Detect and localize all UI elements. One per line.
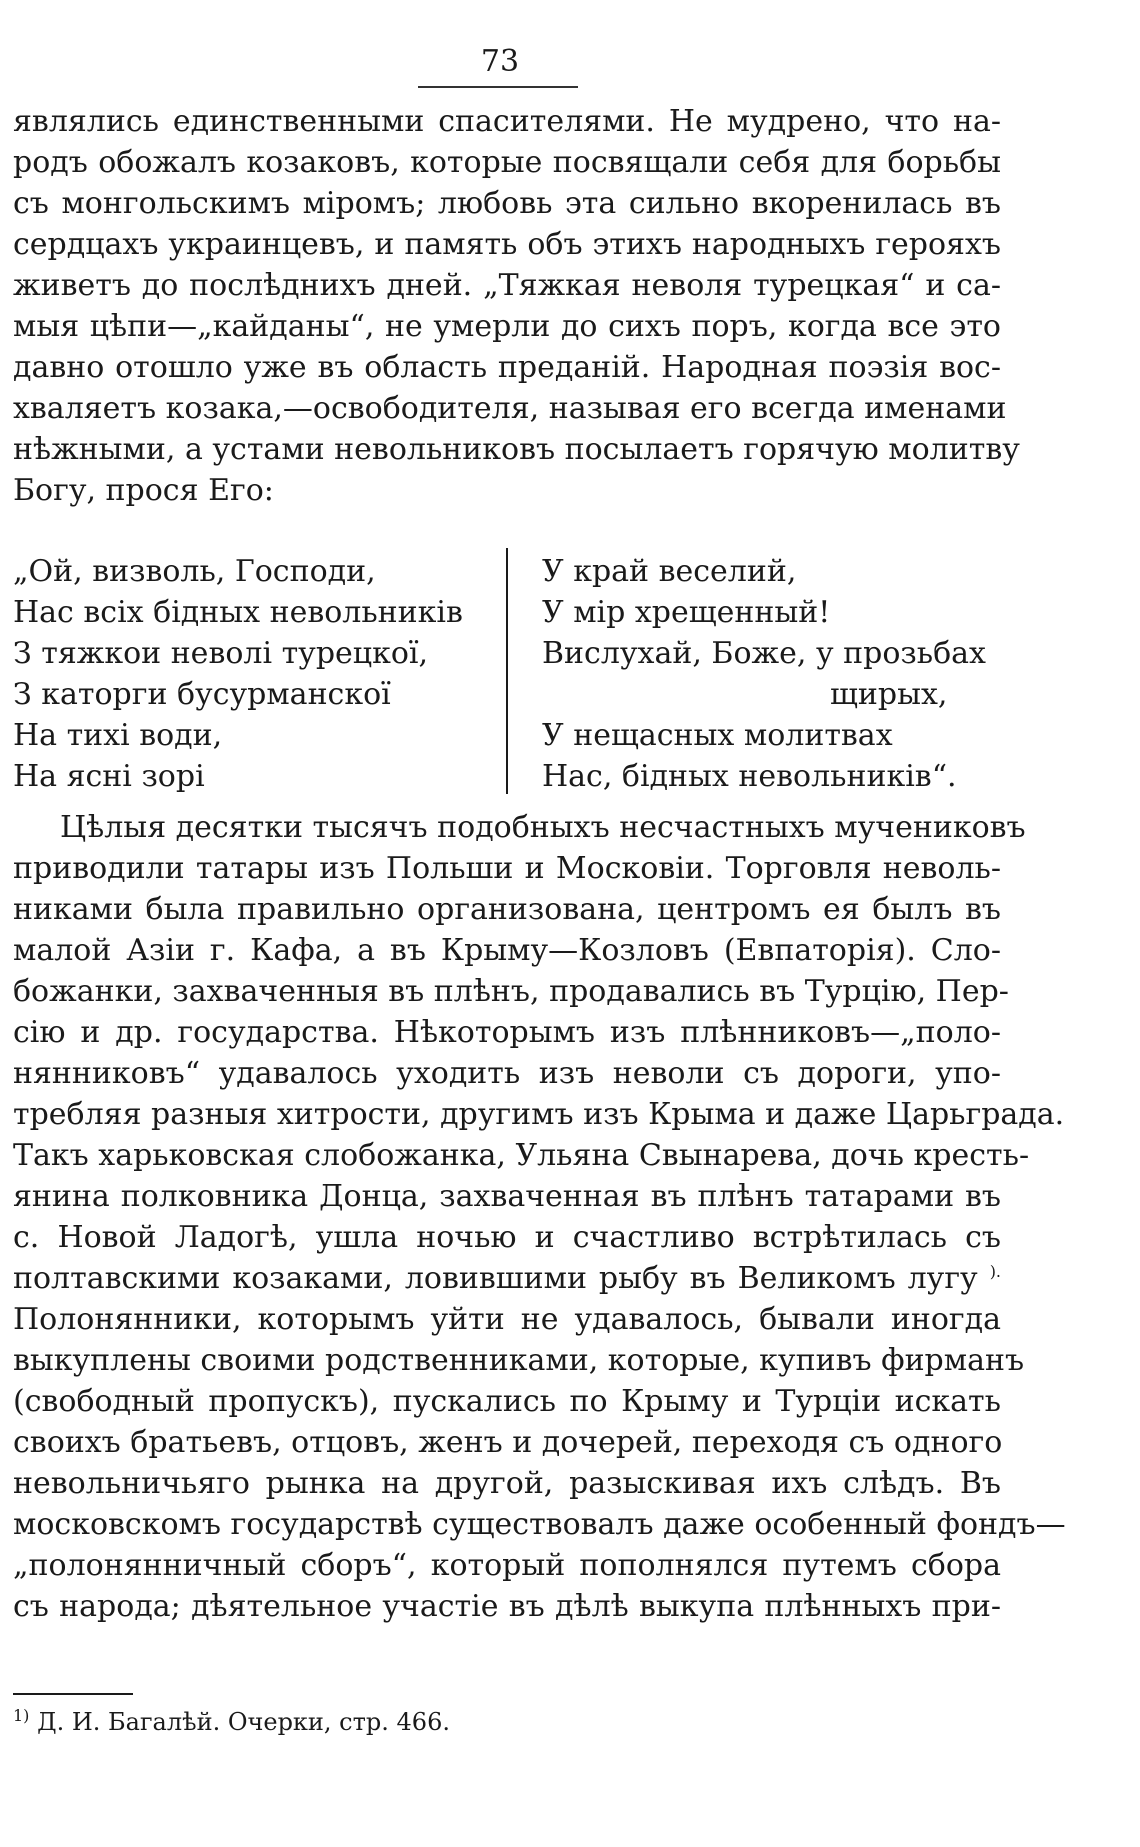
footnote-text: Д. И. Багалѣй. Очерки, стр. 466. <box>37 1708 450 1736</box>
text-line: Такъ харьковская слобожанка, Ульяна Свынарева, дочь кресть- <box>13 1138 1030 1173</box>
verse-divider <box>506 548 508 794</box>
text-line: хваляетъ козака,—освободителя, называя его всегда именами <box>13 391 1007 426</box>
text-line: Цѣлыя десятки тысячъ подобныхъ несчастныхъ мучениковъ <box>60 810 1026 845</box>
verse-right-line: У край веселий, <box>542 554 797 589</box>
text-line: съ народа; дѣятельное участіе въ дѣлѣ выкупа плѣнныхъ при- <box>13 1589 1001 1624</box>
verse-right-line: У мір хрещенный! <box>542 595 831 630</box>
text-line: нянниковъ“ удавалось уходить изъ неволи съ дороги, упо- <box>13 1056 1001 1091</box>
footnote-marker: ). <box>989 1262 1002 1281</box>
text-line: (свободный пропускъ), пускались по Крыму и Турціи искать <box>13 1384 1001 1419</box>
verse-right-line: Вислухай, Боже, у прозьбах <box>542 636 986 671</box>
footnote <box>13 1706 450 1738</box>
text-line: выкуплены своими родственниками, которые, купивъ фирманъ <box>13 1343 1025 1378</box>
text-line: янина полковника Донца, захваченная въ плѣнъ татарами въ <box>13 1179 1001 1214</box>
text-line-with-note <box>13 1261 1001 1297</box>
text-line: родъ обожалъ козаковъ, которые посвящали себя для борьбы <box>13 145 1001 180</box>
text-line: съ монгольскимъ міромъ; любовь эта сильно вкоренилась въ <box>13 186 1001 221</box>
text-line: давно отошло уже въ область преданій. Народная поэзія вос- <box>13 350 1001 385</box>
verse-left-line: На ясні зорі <box>13 759 205 794</box>
text-line: требляя разныя хитрости, другимъ изъ Крыма и даже Царьграда. <box>13 1097 1065 1132</box>
verse-left-line: Нас всіх бідных невольників <box>13 595 463 630</box>
footnote-number: 1) <box>13 1706 30 1725</box>
text-line: живетъ до послѣднихъ дней. „Тяжкая неволя турецкая“ и са- <box>13 268 1001 303</box>
text-line: своихъ братьевъ, отцовъ, женъ и дочерей, переходя съ одного <box>13 1425 1003 1460</box>
text-line-body: полтавскими козаками, ловившими рыбу въ Великомъ лугу <box>13 1261 978 1296</box>
text-line: „полонянничный сборъ“, который пополнялся путемъ сбора <box>13 1548 1001 1583</box>
verse-right-line: Нас, бідных невольників“. <box>542 759 957 794</box>
text-line: с. Новой Ладогѣ, ушла ночью и счастливо встрѣтилась съ <box>13 1220 1001 1255</box>
page-number: 73 <box>480 44 520 79</box>
text-line: никами была правильно организована, центромъ ея былъ въ <box>13 892 1001 927</box>
verse-right-line: У нещасных молитвах <box>542 718 893 753</box>
verse-left-line: „Ой, визволь, Господи, <box>13 554 376 589</box>
text-line: божанки, захваченныя въ плѣнъ, продавались въ Турцію, Пер- <box>13 974 1009 1009</box>
verse-left-line: З тяжкои неволі турецкої, <box>13 636 429 671</box>
text-line: московскомъ государствѣ существовалъ даже особенный фондъ— <box>13 1507 1066 1542</box>
text-line: сію и др. государства. Нѣкоторымъ изъ плѣнниковъ—„поло- <box>13 1015 1001 1050</box>
text-line: невольничьяго рынка на другой, разыскивая ихъ слѣдъ. Въ <box>13 1466 1001 1501</box>
footnote-rule <box>13 1693 133 1695</box>
text-line: нѣжными, а устами невольниковъ посылаетъ горячую молитву <box>13 432 1020 467</box>
text-line: сердцахъ украинцевъ, и память объ этихъ народныхъ герояхъ <box>13 227 1001 262</box>
text-line: мыя цѣпи—„кайданы“, не умерли до сихъ поръ, когда все это <box>13 309 1001 344</box>
page-number-rule <box>418 86 578 88</box>
verse-right-line: щирых, <box>830 677 948 712</box>
text-line: Полонянники, которымъ уйти не удавалось, бывали иногда <box>13 1302 1001 1337</box>
text-line: малой Азіи г. Кафа, а въ Крыму—Козловъ (Евпаторія). Сло- <box>13 933 1001 968</box>
verse-left-line: З каторги бусурманскої <box>13 677 391 712</box>
text-line: являлись единственными спасителями. Не мудрено, что на- <box>13 104 1001 139</box>
text-line: Богу, прося Его: <box>13 473 274 508</box>
verse-left-line: На тихі води, <box>13 718 223 753</box>
text-line: приводили татары изъ Польши и Московіи. Торговля неволь- <box>13 851 1001 886</box>
